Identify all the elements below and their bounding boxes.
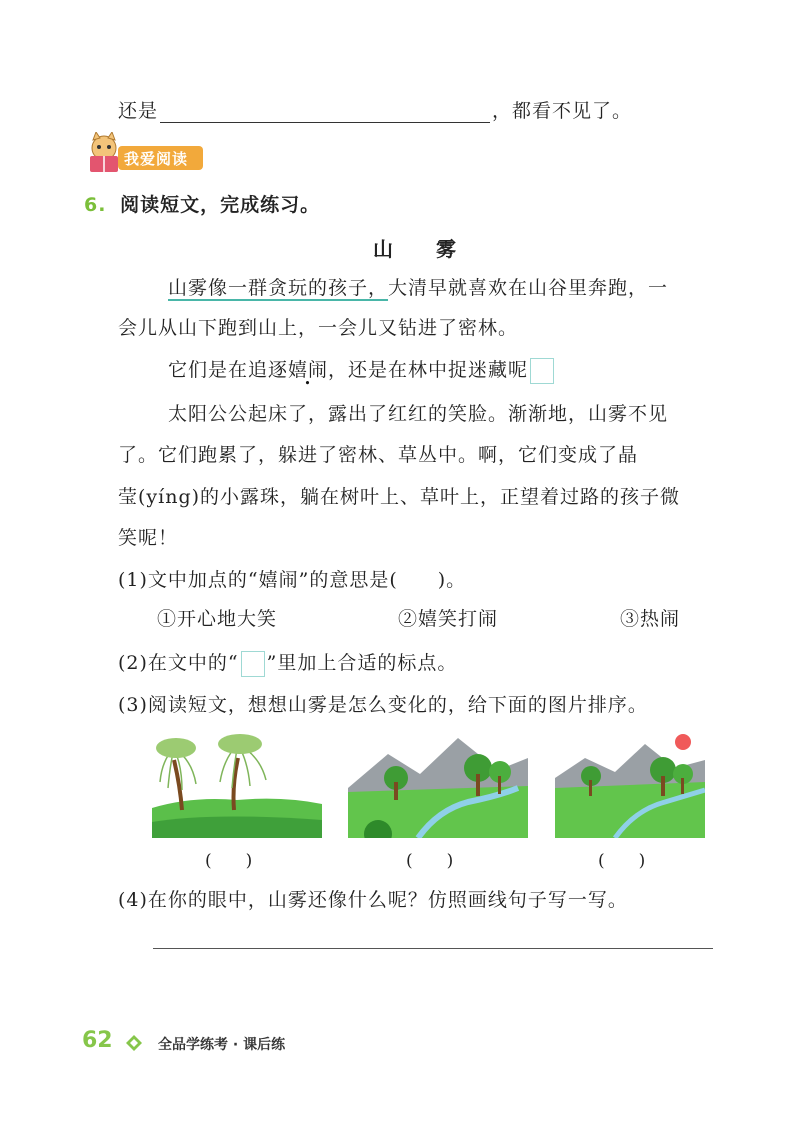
picture-1-answer[interactable]: ( ) bbox=[205, 851, 253, 871]
dotted-word: 嬉闹 bbox=[288, 359, 329, 381]
sub-question-2 bbox=[118, 648, 457, 677]
paragraph-3-line-3: 莹(yíng)的小露珠，躺在树叶上、草叶上，正望着过路的孩子微 bbox=[118, 486, 681, 508]
paragraph-2-after: ，还是在林中捉迷藏呢 bbox=[328, 359, 529, 381]
diamond-icon bbox=[126, 1035, 142, 1051]
sub-question-1: (1)文中加点的“嬉闹”的意思是( )。 bbox=[118, 569, 467, 591]
option-3[interactable]: ③热闹 bbox=[620, 608, 681, 630]
paragraph-2-before: 它们是在追逐 bbox=[168, 359, 289, 381]
sub-question-3: (3)阅读短文，想想山雾是怎么变化的，给下面的图片排序。 bbox=[118, 694, 648, 716]
paragraph-1-text: 大清早就喜欢在山谷里奔跑，一 bbox=[388, 277, 669, 299]
paragraph-3-line-1: 太阳公公起床了，露出了红红的笑脸。渐渐地，山雾不见 bbox=[168, 403, 669, 425]
picture-3-answer[interactable]: ( ) bbox=[598, 851, 646, 871]
option-2[interactable]: ②嬉笑打闹 bbox=[398, 608, 499, 630]
sub-question-2-after: ”里加上合适的标点。 bbox=[266, 652, 458, 674]
fill-in-suffix: ，都看不见了。 bbox=[492, 100, 633, 122]
paragraph-3-line-4: 笑呢！ bbox=[118, 527, 179, 549]
book-title: 全品学练考 · 课后练 bbox=[158, 1037, 286, 1053]
paragraph-1-line-2: 会儿从山下跑到山上，一会儿又钻进了密林。 bbox=[118, 317, 519, 339]
question-text: 阅读短文，完成练习。 bbox=[120, 194, 321, 216]
sub-question-2-before: (2)在文中的“ bbox=[118, 652, 239, 674]
page-number: 62 bbox=[82, 1028, 113, 1053]
paragraph-2 bbox=[168, 355, 554, 384]
option-1[interactable]: ①开心地大笑 bbox=[157, 608, 278, 630]
paragraph-3-line-2: 了。它们跑累了，躲进了密林、草丛中。啊，它们变成了晶 bbox=[118, 444, 639, 466]
paragraph-1-line-1 bbox=[168, 273, 668, 300]
picture-mountain-river bbox=[348, 730, 528, 838]
answer-line[interactable] bbox=[153, 948, 713, 949]
sub-question-4: (4)在你的眼中，山雾还像什么呢？仿照画线句子写一写。 bbox=[118, 889, 628, 911]
underlined-sentence: 山雾像一群贪玩的孩子， bbox=[168, 277, 389, 299]
section-tag-label: 我爱阅读 bbox=[124, 150, 189, 168]
question-heading bbox=[84, 190, 320, 217]
picture-2-answer[interactable]: ( ) bbox=[406, 851, 454, 871]
picture-mountain-sun bbox=[555, 730, 705, 838]
question-number: 6. bbox=[84, 194, 107, 216]
fill-in-line bbox=[118, 96, 632, 123]
passage-title: 山 雾 bbox=[373, 237, 457, 261]
fill-in-prefix: 还是 bbox=[118, 100, 159, 122]
picture-willow-trees bbox=[152, 730, 322, 838]
punctuation-box[interactable] bbox=[530, 358, 554, 384]
punctuation-box-sample bbox=[241, 651, 265, 677]
answer-blank[interactable] bbox=[160, 102, 490, 123]
section-tag bbox=[118, 146, 203, 170]
